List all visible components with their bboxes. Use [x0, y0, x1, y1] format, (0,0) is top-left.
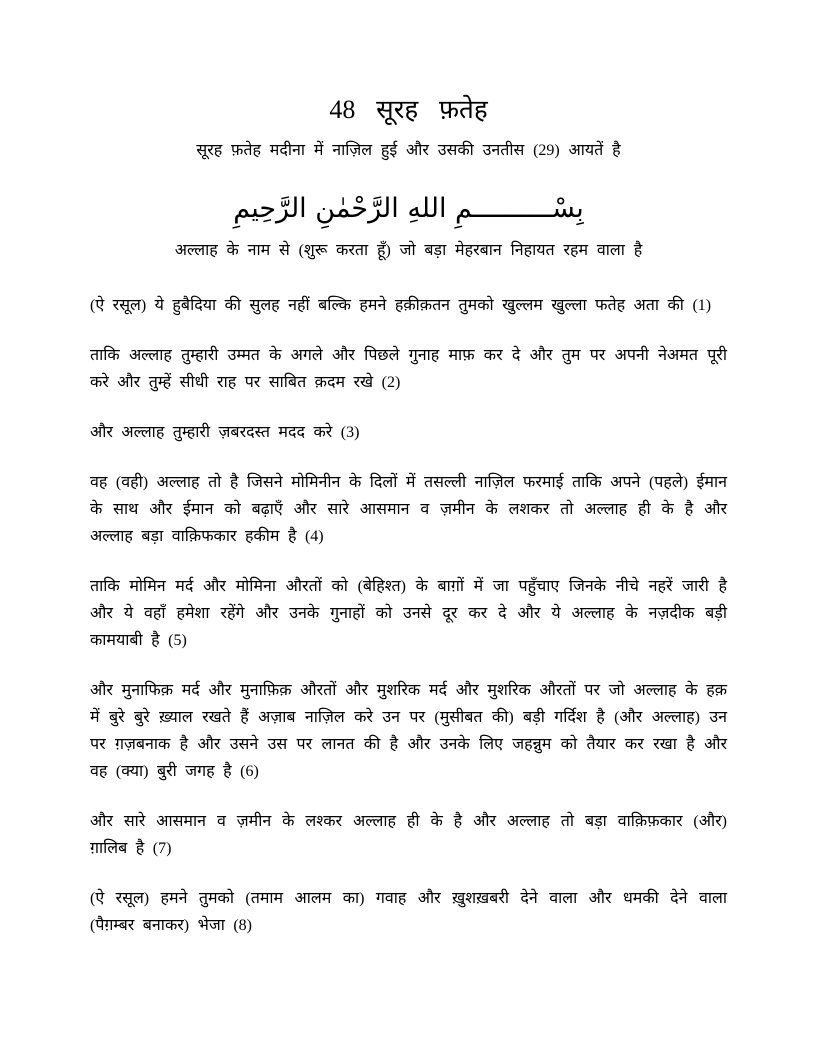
verse-number: (1): [692, 297, 712, 314]
verse-paragraph-3: [90, 419, 727, 446]
verse-paragraph-4: [90, 469, 727, 550]
verse-paragraph-7: [90, 808, 727, 862]
verse-text: और सारे आसमान व ज़मीन के लश्कर अल्लाह ही के है और अल्लाह तो बड़ा वाक़िफ़कार (और) ग़ालिब है: [90, 813, 727, 857]
verse-number: (2): [381, 374, 401, 391]
verse-number: (7): [152, 840, 172, 857]
verse-paragraph-8: [90, 885, 727, 939]
verse-paragraph-6: [90, 677, 727, 785]
verse-text: (ऐ रसूल) ये हुबैदिया की सुलह नहीं बल्कि हमने हक़ीक़तन तुमको खुल्लम खुल्ला फतेह अता की: [90, 297, 684, 314]
verse-paragraph-5: [90, 573, 727, 654]
verse-text: और अल्लाह तुम्हारी ज़बरदस्त मदद करे: [90, 424, 333, 441]
verse-paragraph-2: [90, 342, 727, 396]
page-subtitle: सूरह फ़तेह मदीना में नाज़िल हुई और उसकी उनतीस (29) आयतें है: [196, 142, 621, 159]
verse-number: (3): [340, 424, 360, 441]
bismillah-calligraphy: بِسْــــــــــمِ اللهِ الرَّحْمٰنِ الرَّحِيمِ: [233, 193, 584, 224]
verse-text: ताकि अल्लाह तुम्हारी उम्मत के अगले और पिछले गुनाह माफ़ कर दे और तुम पर अपनी नेअमत पूरी करे और तुम्हें सीधी राह पर साबित क़दम रखे: [90, 347, 727, 391]
verse-text: (ऐ रसूल) हमने तुमको (तमाम आलम का) गवाह और ख़ुशख़बरी देने वाला और धमकी देने वाला (पैग़म्बर बनाकर) भेजा: [90, 890, 727, 934]
verse-text: ताकि मोमिन मर्द और मोमिना औरतों को (बेहिश्त) के बाग़ों में जा पहुँचाए जिनके नीचे नहरें जारी है और ये वहाँ हमेशा रहेंगे और उनके गुनाहों को उनसे दूर कर दे और ये अल्लाह के नज़दीक बड़ी कामयाबी है: [90, 578, 727, 649]
verse-paragraph-1: [90, 292, 727, 319]
page-title: 48 सूरह फ़तेह: [329, 95, 488, 124]
bismillah-translation: अल्लाह के नाम से (शुरू करता हूँ) जो बड़ा मेहरबान निहायत रहम वाला है: [174, 242, 643, 259]
verse-number: (8): [233, 917, 252, 934]
verse-number: (5): [168, 632, 187, 649]
verse-text: और मुनाफिक़ मर्द और मुनाफ़िक़ औरतों और मुशरिक मर्द और मुशरिक औरतों पर जो अल्लाह के हक़ में बुरे बुरे ख़्याल रखते हैं अज़ाब नाज़िल करे उन पर (मुसीबत की) बड़ी गर्दिश है (और अल्लाह) उन पर ग़ज़बनाक है और उसने उस पर लानत की है और उनके लिए जहन्नुम को तैयार कर रखा है और वह (क्या) बुरी जगह है: [90, 682, 727, 780]
verse-text: वह (वही) अल्लाह तो है जिसने मोमिनीन के दिलों में तसल्ली नाज़िल फरमाई ताकि अपने (पहले) ईमान के साथ और ईमान को बढ़ाएँ और सारे आसमान व ज़मीन के लशकर तो अल्लाह ही के है और अल्लाह बड़ा वाक़िफकार हकीम है: [90, 474, 727, 545]
verse-number: (6): [240, 763, 259, 780]
verse-number: (4): [304, 528, 324, 545]
